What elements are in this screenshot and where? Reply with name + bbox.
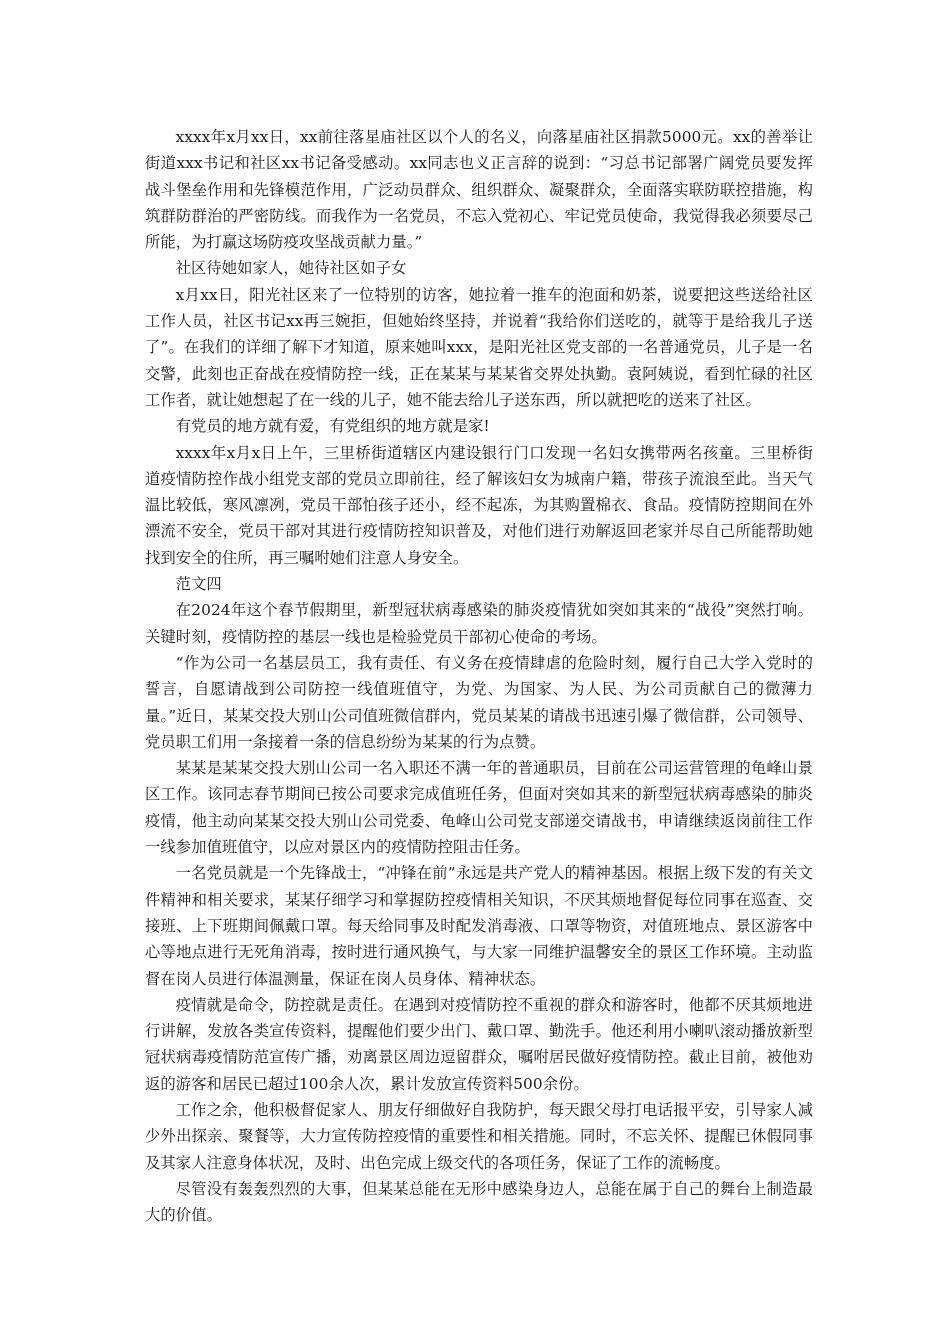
paragraph-conclusion: 尽管没有轰轰烈烈的大事，但某某总能在无形中感染身边人，总能在属于自己的舞台上制造最大的价值。 bbox=[145, 1179, 813, 1225]
paragraph-spring-festival: 在2024年这个春节假期里，新型冠状病毒感染的肺炎疫情犹如突如其来的“战役”突然打响。关键时刻，疫情防控的基层一线也是检验党员干部初心使命的考场。 bbox=[145, 601, 813, 646]
paragraph-request-letter: “作为公司一名基层员工，我有责任、有义务在疫情肆虐的危险时刻，履行自己大学入党时的誓言，自愿请战到公司防控一线值班值守，为党、为国家、为人民、为公司贡献自己的微薄力量。”近日，某某交投大别山公司值班微信群内，党员某某的请战书迅速引爆了微信群，公司领导、党员职工们用一条接着一条的信息纷纷为某某的行为点赞。 bbox=[145, 653, 813, 751]
paragraph-visitor: x月xx日，阳光社区来了一位特别的访客，她拉着一推车的泡面和奶茶，说要把这些送给社区工作人员，社区书记xx再三婉拒，但她始终坚持，并说着“我给你们送吃的，就等于是给我儿子送了”。在我们的详细了解下才知道，原来她叫xxx，是阳光社区党支部的一名普通党员，儿子是一名交警，此刻也正奋战在疫情防控一线，正在某某与某某省交界处执勤。袁阿姨说，看到忙碌的社区工作者，就让她想起了在一线的儿子，她不能去给儿子送东西，所以就把吃的送来了社区。 bbox=[145, 285, 813, 409]
paragraph-sanliqiao: xxxx年x月x日上午，三里桥街道辖区内建设银行门口发现一名妇女携带两名孩童。三里桥街道疫情防控作战小组党支部的党员立即前往，经了解该妇女为城南户籍，带孩子流浪至此。当天气温比较低，寒风凛冽，党员干部怕孩子还小，经不起冻，为其购置棉衣、食品。疫情防控期间在外漂流不安全，党员干部对其进行疫情防控知识普及，对他们进行劝解返回老家并尽自己所能帮助她找到安全的住所，再三嘱咐她们注意人身安全。 bbox=[145, 443, 813, 567]
paragraph-employee-intro: 某某是某某交投大别山公司一名入职还不满一年的普通职员，目前在公司运营管理的龟峰山景区工作。该同志春节期间已按公司要求完成值班任务，但面对突如其来的新型冠状病毒感染的肺炎疫情，他主动向某某交投大别山公司党委、龟峰山公司党支部递交请战书，申请继续返岗前往工作一线参加值班值守，以应对景区内的疫情防控阻击任务。 bbox=[145, 759, 813, 857]
subheading-party-home: 有党员的地方就有爱，有党组织的地方就是家! bbox=[175, 417, 490, 436]
paragraph-vanguard: 一名党员就是一个先锋战士，“冲锋在前”永远是共产党人的精神基因。根据上级下发的有关文件精神和相关要求，某某仔细学习和掌握防控疫情相关知识，不厌其烦地督促每位同事在巡查、交接班、上下班期间佩戴口罩。每天给同事及时配发消毒液、口罩等物资，对值班地点、景区游客中心等地点进行无死角消毒，按时进行通风换气，与大家一同维护温馨安全的景区工作环境。主动监督在岗人员进行体温测量，保证在岗人员身体、精神状态。 bbox=[145, 864, 813, 988]
subheading-community-family: 社区待她如家人，她待社区如子女 bbox=[175, 259, 407, 278]
paragraph-after-work: 工作之余，他积极督促家人、朋友仔细做好自我防护，每天跟父母打电话报平安，引导家人减少外出探亲、聚餐等，大力宣传防控疫情的重要性和相关措施。同时，不忘关怀、提醒已休假同事及其家人注意身体状况，及时、出色完成上级交代的各项任务，保证了工作的流畅度。 bbox=[145, 1100, 813, 1172]
paragraph-donation: xxxx年x月xx日，xx前往落星庙社区以个人的名义，向落星庙社区捐款5000元。xx的善举让街道xxx书记和社区xx书记备受感动。xx同志也义正言辞的说到：“习总书记部署广阔党员要发挥战斗堡垒作用和先锋模范作用，广泛动员群众、组织群众、凝聚群众，全面落实联防联控措施，构筑群防群治的严密防线。而我作为一名党员，不忘入党初心、牢记党员使命，我觉得我必须要尽己所能，为打赢这场防疫攻坚战贡献力量。” bbox=[145, 128, 813, 252]
section-heading-fanwen-4: 范文四 bbox=[175, 575, 222, 594]
paragraph-epidemic-command: 疫情就是命令，防控就是责任。在遇到对疫情防控不重视的群众和游客时，他都不厌其烦地进行讲解，发放各类宣传资料，提醒他们要少出门、戴口罩、勤洗手。他还利用小喇叭滚动播放新型冠状病毒疫情防范宣传广播，劝离景区周边逗留群众，嘱咐居民做好疫情防控。截止目前，被他劝返的游客和居民已超过100余人次，累计发放宣传资料500余份。 bbox=[145, 995, 813, 1093]
document-body bbox=[145, 124, 813, 1228]
